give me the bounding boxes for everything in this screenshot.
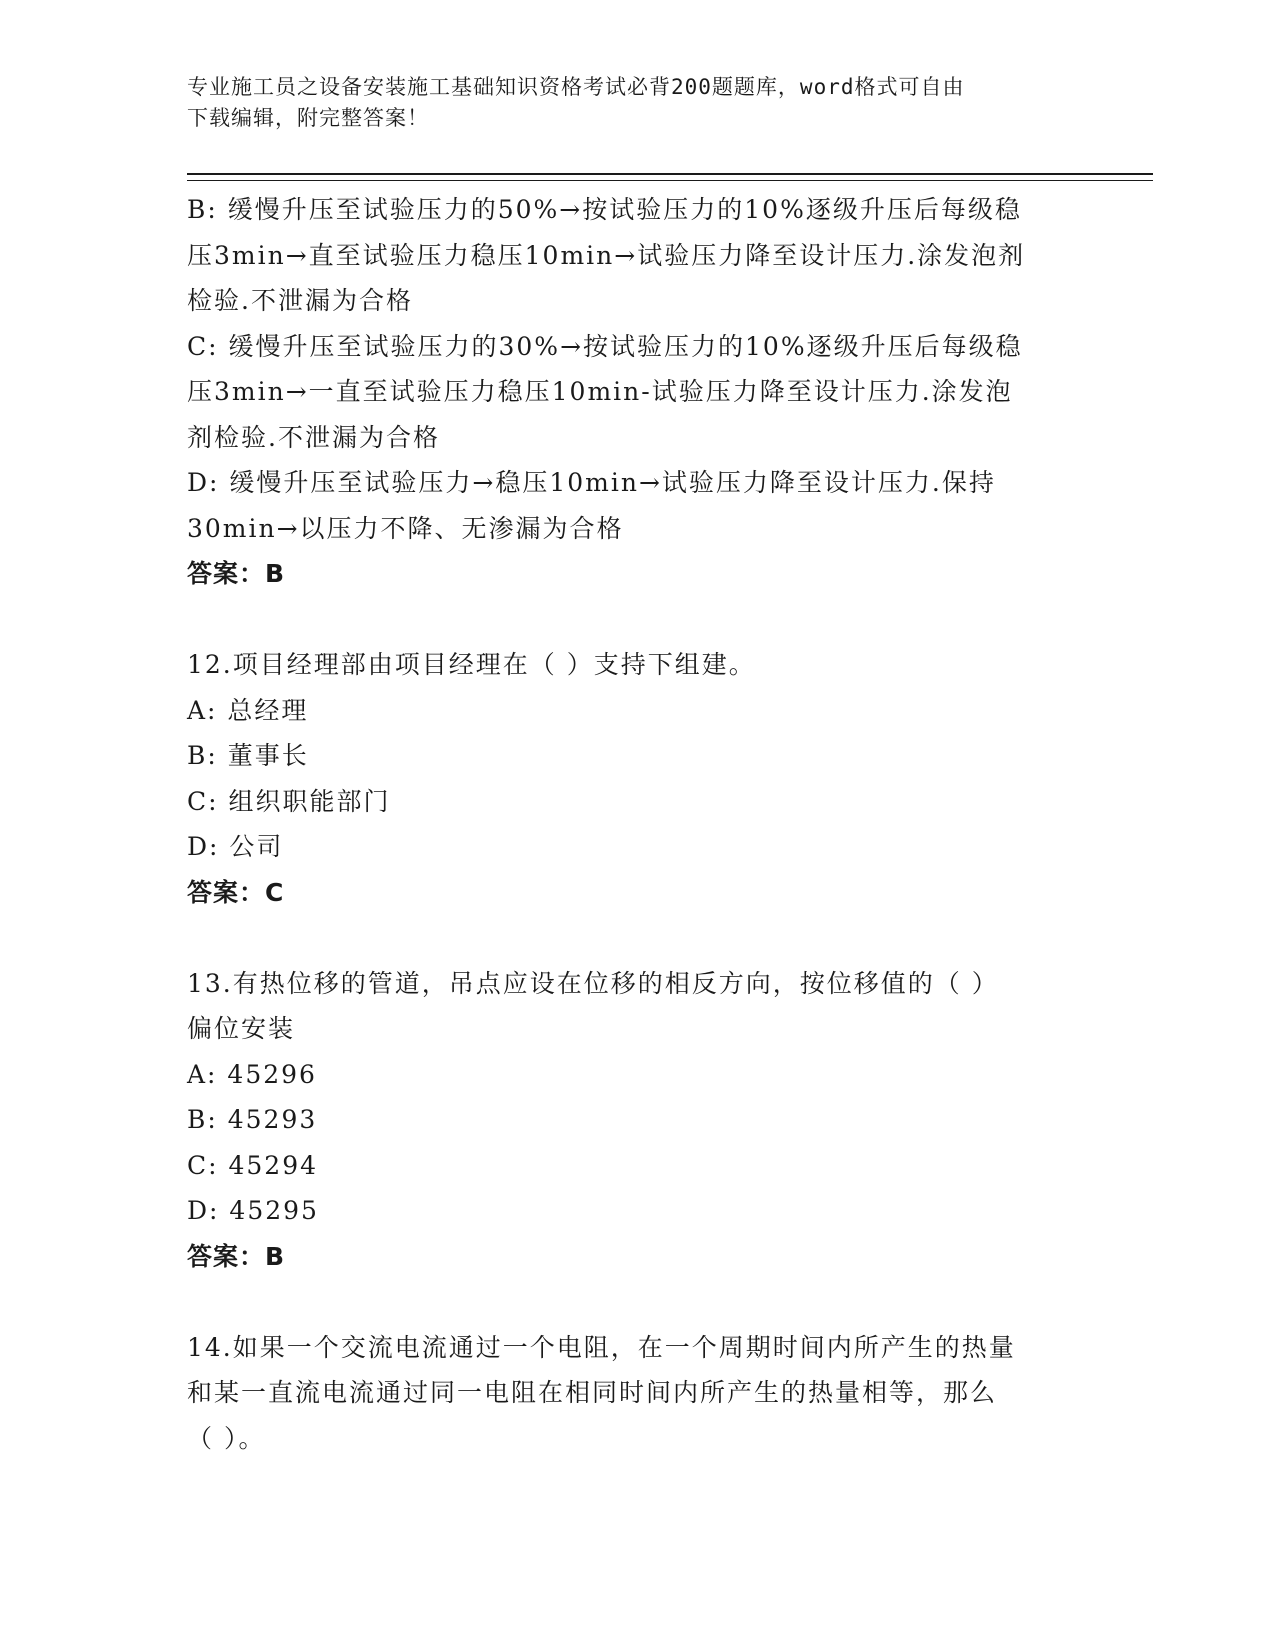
- option-b: B: 45293: [187, 1105, 318, 1134]
- question-14-stem-line-3: （ ）。: [187, 1423, 266, 1453]
- question-13: [187, 961, 1087, 1280]
- question-13-stem-line-2: 偏位安装: [187, 1014, 296, 1043]
- option-b-line-1: B: 缓慢升压至试验压力的50%→按试验压力的10%逐级升压后每级稳: [187, 195, 1022, 224]
- question-12: [187, 642, 1087, 915]
- option-d-line-2: 30min→以压力不降、无渗漏为合格: [187, 513, 624, 543]
- spacer: [187, 915, 1087, 961]
- option-a: A: 总经理: [187, 695, 309, 725]
- option-d: D: 45295: [187, 1196, 319, 1225]
- option-d: D: 公司: [187, 832, 284, 861]
- option-c: C: 45294: [187, 1150, 319, 1180]
- option-b-line-3: 检验.不泄漏为合格: [187, 286, 413, 315]
- question-14-stem-line-2: 和某一直流电流通过同一电阻在相同时间内所产生的热量相等，那么: [187, 1378, 998, 1407]
- option-a: A: 45296: [187, 1059, 317, 1089]
- option-d-line-1: D: 缓慢升压至试验压力→稳压10min→试验压力降至设计压力.保持: [187, 468, 996, 497]
- question-13-stem-line-1: 13.有热位移的管道，吊点应设在位移的相反方向，按位移值的（ ）: [187, 968, 999, 998]
- header-title-line-2: 下载编辑，附完整答案！: [187, 106, 429, 130]
- question-14-stem-line-1: 14.如果一个交流电流通过一个电阻，在一个周期时间内所产生的热量: [187, 1332, 1016, 1362]
- option-c-line-2: 压3min→一直至试验压力稳压10min-试验压力降至设计压力.涂发泡: [187, 377, 1013, 406]
- option-b-line-2: 压3min→直至试验压力稳压10min→试验压力降至设计压力.涂发泡剂: [187, 240, 1026, 270]
- question-14: [187, 1325, 1087, 1462]
- document-body: [187, 187, 1087, 1461]
- question-12-stem: 12.项目经理部由项目经理在（ ）支持下组建。: [187, 650, 756, 679]
- spacer: [187, 597, 1087, 643]
- option-c-line-3: 剂检验.不泄漏为合格: [187, 422, 440, 452]
- answer-13: 答案：B: [187, 1241, 286, 1271]
- header-divider-thick: [187, 173, 1153, 175]
- header-title-line-1: 专业施工员之设备安装施工基础知识资格考试必背200题题库，word格式可自由: [187, 75, 965, 99]
- header-divider-thin: [187, 180, 1153, 181]
- answer-12: 答案：C: [187, 877, 285, 907]
- option-c-line-1: C: 缓慢升压至试验压力的30%→按试验压力的10%逐级升压后每级稳: [187, 331, 1023, 361]
- option-c: C: 组织职能部门: [187, 786, 391, 816]
- spacer: [187, 1279, 1087, 1325]
- question-11-continuation: [187, 187, 1087, 597]
- document-header: [187, 72, 1067, 134]
- answer-11: 答案：B: [187, 559, 286, 588]
- option-b: B: 董事长: [187, 741, 309, 770]
